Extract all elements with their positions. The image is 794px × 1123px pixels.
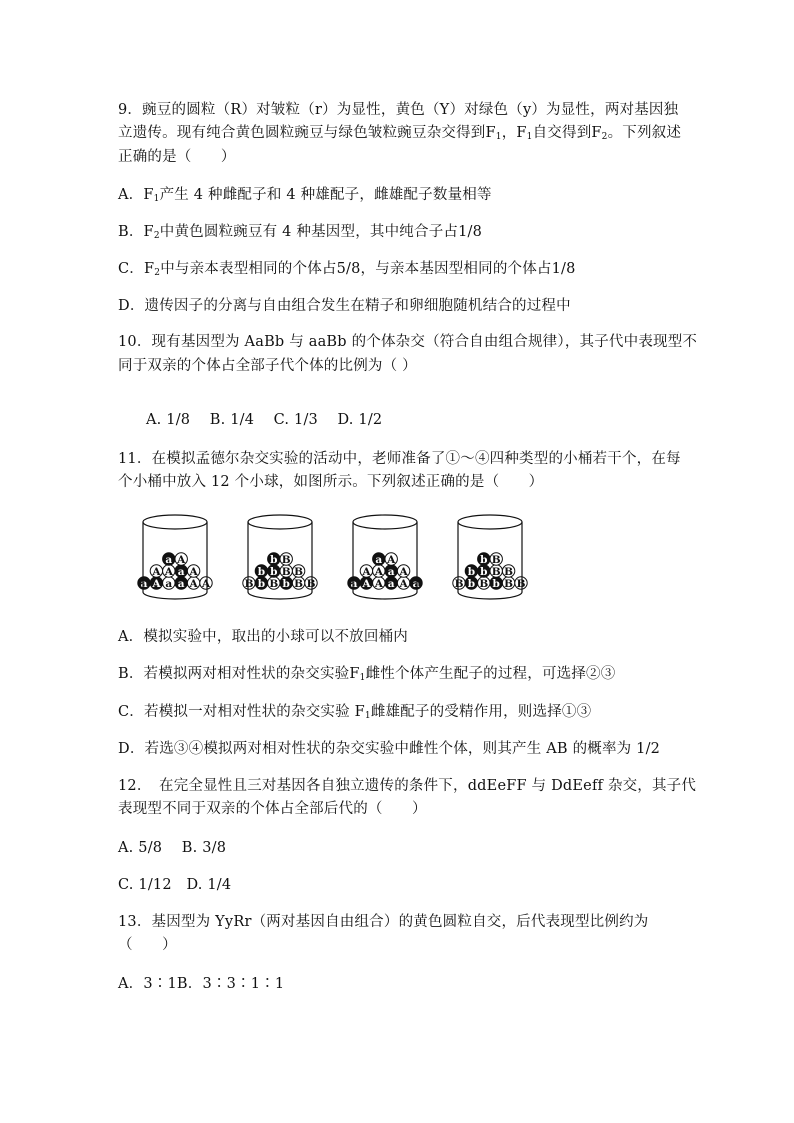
ball-label: b (467, 566, 476, 578)
q11-option-d: D．若选③④模拟两对相对性状的杂交实验中雌性个体，则其产生 AB 的概率为 1/2 (118, 741, 661, 757)
ball-label: a (387, 566, 395, 578)
ball (268, 577, 280, 590)
ball (453, 577, 465, 590)
ball (360, 577, 372, 590)
ball-label: A (387, 554, 396, 566)
ball (465, 565, 477, 578)
q9-line-1: 9．豌豆的圆粒（R）对皱粒（r）为显性，黄色（Y）对绿色（y）为显性，两对基因独 (118, 102, 679, 118)
ball (465, 577, 477, 590)
ball (255, 565, 267, 578)
ball (410, 577, 422, 590)
q11-line-1: 11．在模拟孟德尔杂交实验的活动中，老师准备了①～④四种类型的小桶若干个，在每 (118, 451, 681, 467)
ball-label: A (374, 566, 383, 578)
bucket-bottom (248, 592, 312, 599)
ball-label: b (480, 554, 488, 566)
ball (163, 553, 175, 566)
ball-label: A (362, 566, 371, 578)
ball-label: b (257, 578, 266, 590)
q12-line-2: 表现型不同于双亲的个体占全部后代的（ ） (118, 801, 427, 817)
q10-line-1: 10．现有基因型为 AaBb 与 aaBb 的个体杂交（符合自由组合规律），其子代中表现型不 (118, 334, 698, 350)
ball-label: A (189, 566, 198, 578)
ball-label: a (412, 578, 420, 590)
ball (478, 577, 490, 590)
ball-label: A (164, 566, 173, 578)
q12-line-1: 12． 在完全显性且三对基因各自独立遗传的条件下，ddEeFF 与 DdEeff 杂交，其子代 (118, 778, 697, 794)
ball-label: b (270, 554, 278, 566)
ball (163, 577, 175, 590)
ball (255, 577, 267, 590)
ball (502, 577, 514, 590)
bucket-bottom (353, 592, 417, 599)
ball (490, 577, 502, 590)
ball-label: a (165, 578, 173, 590)
q9-option-d: D．遗传因子的分离与自由组合发生在精子和卵细胞随机结合的过程中 (118, 298, 571, 314)
ball (175, 553, 187, 566)
q11-option-b: B．若模拟两对相对性状的杂交实验$F_1$雌性个体产生配子的过程，可选择②③ (118, 666, 616, 683)
ball-label: a (375, 554, 383, 566)
ball (280, 553, 292, 566)
q11-line-2: 个小桶中放入 12 个小球，如图所示。下列叙述正确的是（ ） (118, 474, 544, 490)
ball (490, 553, 502, 566)
ball-label: B (479, 578, 489, 590)
buckets-figure (135, 512, 526, 600)
ball-label: B (491, 554, 501, 566)
bucket-bottom (143, 592, 207, 599)
ball (150, 577, 162, 590)
ball-label: B (269, 578, 279, 590)
q13-line-1: 13．基因型为 YyRr（两对基因自由组合）的黄色圆粒自交，后代表现型比例约为 (118, 914, 649, 930)
q12-options-2: C. 1/12 D. 1/4 (118, 877, 232, 893)
ball (373, 577, 385, 590)
ball-label: A (362, 578, 371, 590)
ball (397, 565, 409, 578)
ball-label: a (165, 554, 173, 566)
ball (138, 577, 150, 590)
ball (490, 565, 502, 578)
q9-line-2: 立遗传。现有纯合黄色圆粒豌豆与绿色皱粒豌豆杂交得到$F_1$，$F_1$自交得到$F_2$。下列叙述 (118, 125, 682, 142)
ball (360, 565, 372, 578)
ball-label: B (504, 566, 514, 578)
bucket-2 (243, 515, 317, 599)
ball (385, 553, 397, 566)
q10-options: A. 1/8 B. 1/4 C. 1/3 D. 1/2 (146, 412, 383, 428)
ball-label: a (177, 578, 185, 590)
bucket-bottom (458, 592, 522, 599)
q9-line-3: 正确的是（ ） (118, 149, 236, 165)
ball (187, 565, 199, 578)
ball-label: A (152, 566, 161, 578)
q11-option-a: A．模拟实验中，取出的小球可以不放回桶内 (118, 629, 408, 645)
ball-label: b (257, 566, 266, 578)
ball-label: A (399, 578, 408, 590)
ball-label: b (492, 578, 500, 590)
ball (515, 577, 527, 590)
ball (478, 553, 490, 566)
ball-label: A (189, 578, 198, 590)
ball (373, 553, 385, 566)
ball (478, 565, 490, 578)
q9-option-b: B．$F_2$中黄色圆粒豌豆有 4 种基因型，其中纯合子占1/8 (118, 224, 483, 241)
ball (163, 565, 175, 578)
ball (268, 565, 280, 578)
q12-options-1: A. 5/8 B. 3/8 (118, 840, 227, 856)
ball-label: A (201, 578, 211, 590)
ball (150, 565, 162, 578)
ball-label: B (244, 578, 254, 590)
ball-label: A (374, 578, 383, 590)
ball (292, 577, 304, 590)
q11-option-c: C．若模拟一对相对性状的杂交实验 $F_1$雌雄配子的受精作用，则选择①③ (118, 704, 592, 721)
ball-label: A (399, 566, 408, 578)
ball-label: a (387, 578, 395, 590)
ball (175, 565, 187, 578)
ball (502, 565, 514, 578)
ball-label: A (152, 578, 161, 590)
ball-label: b (467, 578, 476, 590)
bucket-4 (453, 515, 527, 599)
ball (305, 577, 317, 590)
ball-label: a (140, 578, 148, 590)
ball-label: a (350, 578, 358, 590)
ball-label: B (281, 554, 291, 566)
q13-options-1: A．3∶1B．3∶3∶1∶1 (118, 976, 285, 992)
ball-label: B (454, 578, 464, 590)
q9-option-a: A．$F_1$产生 4 种雌配子和 4 种雄配子，雌雄配子数量相等 (118, 187, 492, 204)
ball (397, 577, 409, 590)
ball (292, 565, 304, 578)
ball (200, 577, 212, 590)
ball-label: b (270, 566, 278, 578)
ball-label: B (294, 578, 304, 590)
ball (280, 577, 292, 590)
ball-label: B (294, 566, 304, 578)
ball-label: B (516, 578, 526, 590)
bucket-3 (348, 515, 422, 599)
ball-label: B (491, 566, 501, 578)
ball (187, 577, 199, 590)
ball (243, 577, 255, 590)
ball (175, 577, 187, 590)
ball-label: B (504, 578, 514, 590)
ball-label: B (281, 566, 291, 578)
q13-line-2: （ ） (118, 937, 177, 953)
ball (373, 565, 385, 578)
ball-label: b (480, 566, 488, 578)
ball (385, 577, 397, 590)
ball (348, 577, 360, 590)
ball-label: A (177, 554, 186, 566)
bucket-1 (138, 515, 212, 599)
q9-option-c: C．$F_2$中与亲本表型相同的个体占5/8，与亲本基因型相同的个体占1/8 (118, 261, 576, 278)
ball (385, 565, 397, 578)
ball (280, 565, 292, 578)
ball-label: b (282, 578, 290, 590)
ball-label: a (177, 566, 185, 578)
ball (268, 553, 280, 566)
q10-line-2: 同于双亲的个体占全部子代个体的比例为（ ） (118, 358, 417, 374)
ball-label: B (306, 578, 316, 590)
